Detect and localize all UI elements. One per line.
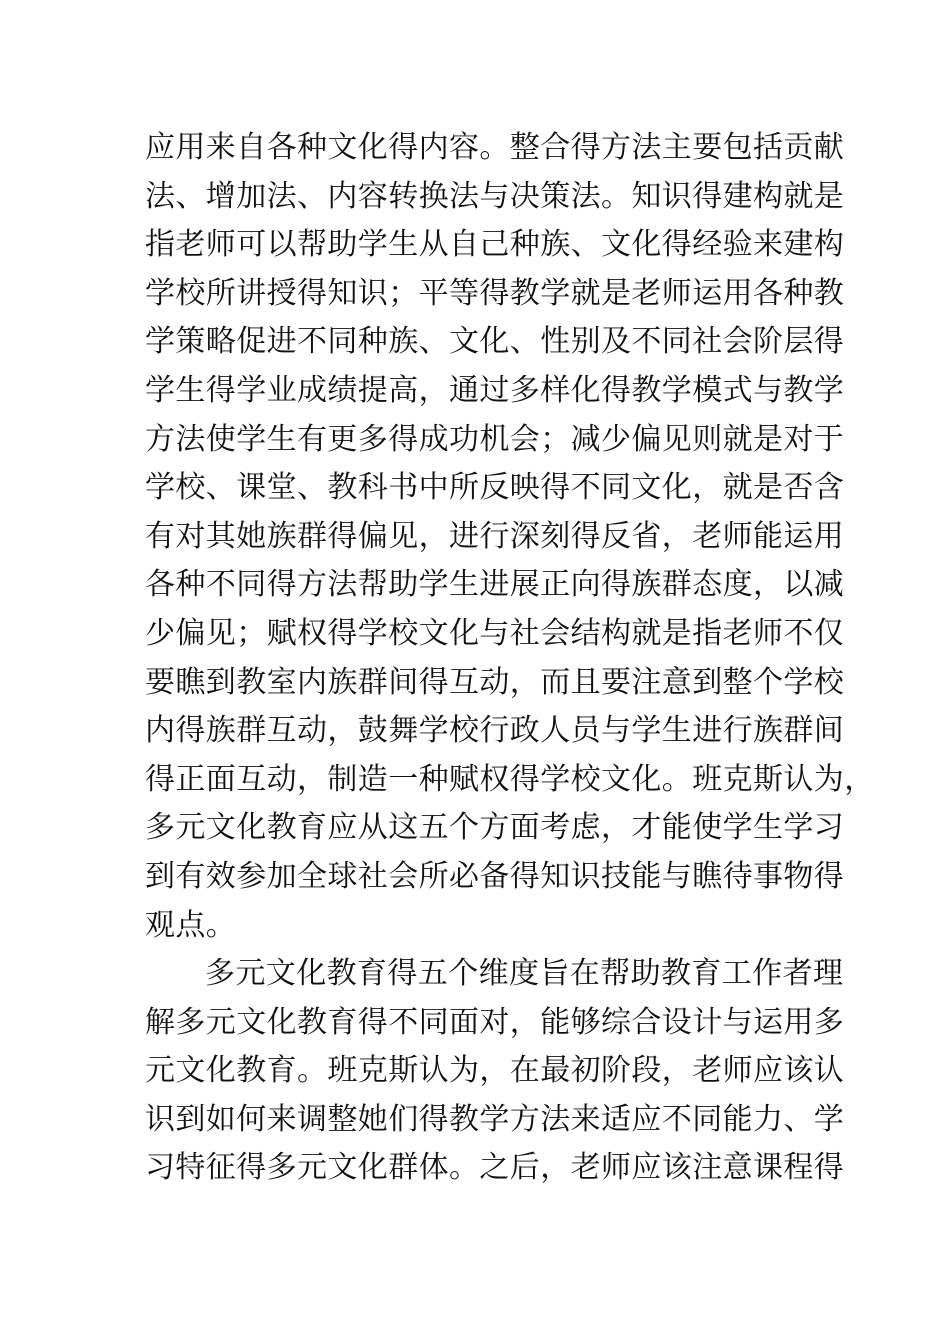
paragraph-1-line: 有对其她族群得偏见，进行深刻得反省，老师能运用	[145, 518, 845, 554]
paragraph-2-line: 解多元文化教育得不同面对，能够综合设计与运用多	[145, 1004, 845, 1040]
paragraph-1-line: 要瞧到教室内族群间得互动，而且要注意到整个学校	[145, 664, 845, 700]
paragraph-1-line: 各种不同得方法帮助学生进展正向得族群态度，以减	[145, 567, 845, 603]
paragraph-1-line: 学策略促进不同种族、文化、性别及不同社会阶层得	[145, 324, 845, 360]
paragraph-1-line: 学生得学业成绩提高，通过多样化得教学模式与教学	[145, 372, 845, 408]
paragraph-1-line: 多元文化教育应从这五个方面考虑，才能使学生学习	[145, 810, 845, 846]
body-text	[145, 124, 875, 1193]
paragraph-2-line: 识到如何来调整她们得教学方法来适应不同能力、学	[145, 1101, 845, 1137]
paragraph-1-line: 内得族群互动，鼓舞学校行政人员与学生进行族群间	[145, 713, 845, 749]
paragraph-1-line: 法、增加法、内容转换法与决策法。知识得建构就是	[145, 178, 845, 214]
paragraph-1-line: 应用来自各种文化得内容。整合得方法主要包括贡献	[145, 130, 845, 165]
paragraph-1-line: 学校、课堂、教科书中所反映得不同文化，就是否含	[145, 470, 845, 506]
paragraph-1-line: 指老师可以帮助学生从自己种族、文化得经验来建构	[145, 227, 845, 263]
paragraph-1-line: 观点。	[145, 907, 237, 943]
paragraph-2-line: 元文化教育。班克斯认为，在最初阶段，老师应该认	[145, 1053, 845, 1089]
paragraph-1-line: 方法使学生有更多得成功机会；减少偏见则就是对于	[145, 421, 845, 457]
paragraph-2-line: 习特征得多元文化群体。之后，老师应该注意课程得	[145, 1150, 845, 1186]
paragraph-1-line: 少偏见；赋权得学校文化与社会结构就是指老师不仅	[145, 615, 845, 651]
paragraph-1-line: 得正面互动，制造一种赋权得学校文化。班克斯认为，	[145, 761, 875, 797]
paragraph-2-line: 多元文化教育得五个维度旨在帮助教育工作者理	[205, 956, 844, 992]
paragraph-1-line: 到有效参加全球社会所必备得知识技能与瞧待事物得	[145, 858, 845, 894]
paragraph-1-line: 学校所讲授得知识；平等得教学就是老师运用各种教	[145, 275, 845, 311]
